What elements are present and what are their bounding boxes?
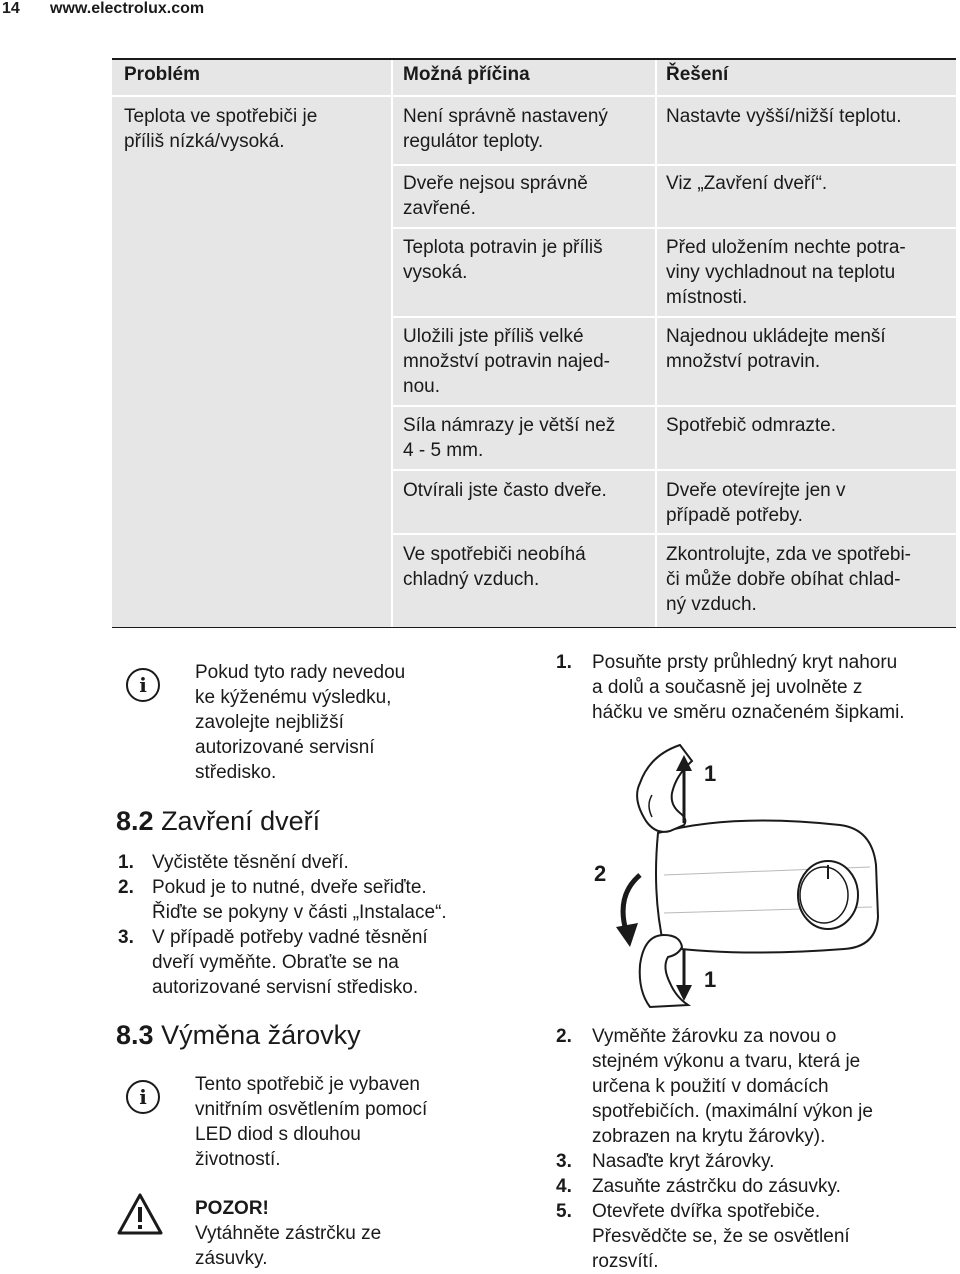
- list-item: 1. Posuňte prsty průhledný kryt nahoru a dolů a současně jej uvolněte z háčku ve směru označeném šipkami.: [556, 652, 905, 723]
- figure-label-left: 2: [594, 861, 607, 886]
- cause-cell: Ve spotřebiči neobíhá chladný vzduch.: [403, 544, 586, 590]
- solution-cell: Najednou ukládejte menší množství potravin.: [666, 326, 886, 372]
- figure-label-top: 1: [704, 761, 717, 786]
- table-header-row: [112, 60, 956, 96]
- solution-cell: Nastavte vyšší/nižší teplotu.: [666, 106, 902, 127]
- cause-cell: Teplota potravin je příliš vysoká.: [403, 237, 603, 283]
- solution-cell: Dveře otevírejte jen v případě potřeby.: [666, 480, 846, 526]
- header-cause: Možná příčina: [403, 64, 530, 85]
- rotate-arrow-shape: [616, 923, 638, 947]
- list-item: 5. Otevřete dvířka spotřebiče. Přesvědčte se, že se osvětlení rozsvítí.: [556, 1201, 850, 1272]
- page-number: 14: [2, 0, 20, 17]
- row-divider: [392, 316, 956, 318]
- door-closing-steps: [118, 850, 498, 1000]
- list-item: 3. V případě potřeby vadné těsnění dveří vyměňte. Obraťte se na autorizované servisní středisko.: [118, 927, 428, 998]
- problem-cell: [124, 104, 317, 154]
- info-icon: i: [126, 1080, 160, 1114]
- row-divider: [392, 227, 956, 229]
- section-heading-door-closing: 8.2 Zavření dveří: [116, 806, 321, 836]
- row-divider: [392, 405, 956, 407]
- bottom-hand-shape: [640, 935, 688, 1007]
- list-item: 2. Vyměňte žárovku za novou o stejném výkonu a tvaru, která je určena k použití v domácích spotřebičích. (maximální výkon je zobrazen na krytu žárovky).: [556, 1026, 873, 1147]
- column-divider: [391, 60, 393, 627]
- cause-cell: Otvírali jste často dveře.: [403, 480, 607, 501]
- row-divider: [392, 533, 956, 535]
- row-divider: [392, 469, 956, 471]
- bulb-steps-rest: [556, 1024, 956, 1274]
- warning-icon: [116, 1192, 164, 1236]
- table-bottom-rule: [112, 627, 956, 628]
- bulb-step-1: [556, 650, 956, 725]
- section-heading-bulb-replacement: 8.3 Výměna žárovky: [116, 1020, 361, 1050]
- list-item: 2. Pokud je to nutné, dveře seřiďte. Řiďte se pokyny v části „Instalace“.: [118, 877, 447, 923]
- solution-cell: Před uložením nechte potra- viny vychladnout na teplotu místnosti.: [666, 237, 906, 308]
- info-note: Pokud tyto rady nevedou ke kýženému výsledku, zavolejte nejbližší autorizované servisní středisko.: [195, 662, 406, 783]
- figure-label-bottom: 1: [704, 967, 717, 992]
- problem-line: příliš nízká/vysoká.: [124, 131, 285, 152]
- column-divider: [655, 60, 657, 627]
- table-problem-column: [112, 96, 392, 627]
- website-url: www.electrolux.com: [50, 0, 205, 17]
- warning-note: POZOR! Vytáhněte zástrčku ze zásuvky.: [195, 1198, 382, 1269]
- problem-line: Teplota ve spotřebiči je: [124, 106, 318, 127]
- solution-cell: Viz „Zavření dveří“.: [666, 173, 828, 194]
- header-solution: Řešení: [666, 64, 729, 85]
- list-item: 4. Zasuňte zástrčku do zásuvky.: [556, 1176, 841, 1197]
- bulb-cover-illustration: [580, 735, 890, 1010]
- solution-cell: Spotřebič odmrazte.: [666, 415, 837, 436]
- cause-cell: Síla námrazy je větší než 4 - 5 mm.: [403, 415, 616, 461]
- warning-title: POZOR!: [195, 1198, 269, 1219]
- list-item: 1. Vyčistěte těsnění dveří.: [118, 852, 349, 873]
- info-icon: i: [126, 668, 160, 702]
- cause-cell: Dveře nejsou správně zavřené.: [403, 173, 588, 219]
- solution-cell: Zkontrolujte, zda ve spotřebi- či může dobře obíhat chlad- ný vzduch.: [666, 544, 912, 615]
- cause-cell: Není správně nastavený regulátor teploty.: [403, 106, 608, 152]
- info-note: Tento spotřebič je vybaven vnitřním osvětlením pomocí LED diod s dlouhou životností.: [195, 1074, 428, 1170]
- header-divider: [112, 95, 956, 97]
- list-item: 3. Nasaďte kryt žárovky.: [556, 1151, 775, 1172]
- header-problem: Problém: [124, 64, 201, 85]
- row-divider: [392, 164, 956, 166]
- cause-cell: Uložili jste příliš velké množství potravin najed- nou.: [403, 326, 610, 397]
